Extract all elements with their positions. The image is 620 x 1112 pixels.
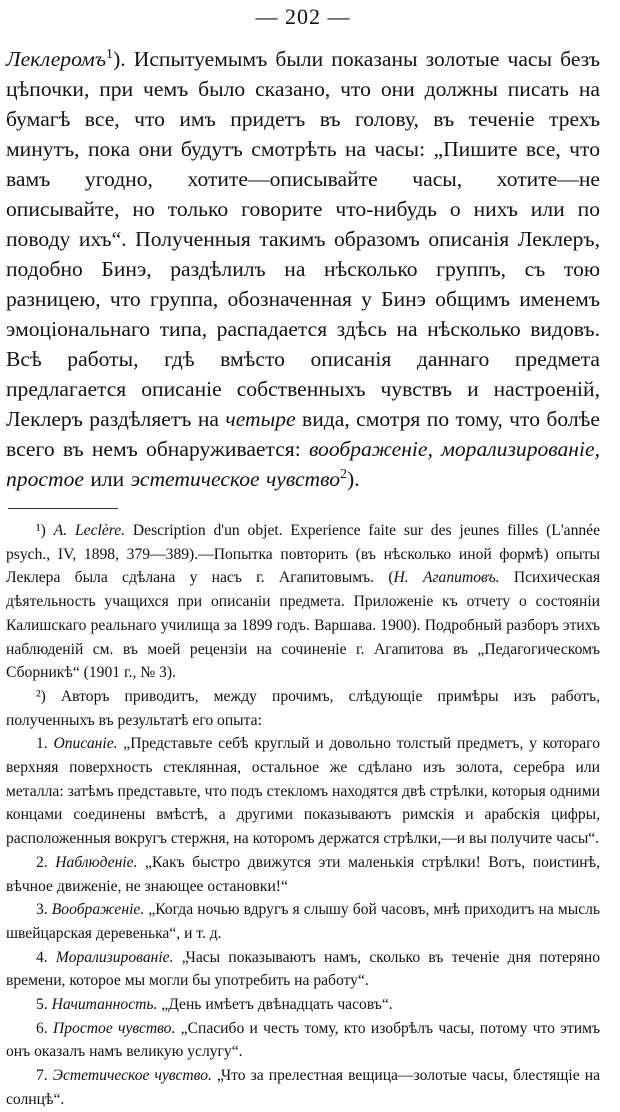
item-label: Описаніе. [53,735,118,753]
item-label: Простое чувство. [52,1019,176,1037]
main-seg5: воображеніе, морализированіе, простое [6,437,601,491]
item-text: „Часы показываютъ намъ, сколько въ теченіе дня потеряно времени, которое мы могли бы употребить на работу“. [6,948,601,990]
item-label: Морализированіе. [55,948,174,966]
footnote-ref-2[interactable]: 2 [340,465,348,482]
item-text: „Какъ быстро движутся эти маленькія стрѣлки! Вотъ, поистинѣ, вѣчное движеніе, не знающее остановки!“ [6,853,600,895]
footnote-1-author2: Н. Агапитовъ. [393,569,500,587]
item-number: 4. [36,948,56,966]
footnote-1-author: A. Leclère. [53,522,126,539]
main-seg4: вида, смотря по тому, что болѣе всего въ немъ обнаруживается: [6,407,600,461]
footnote-separator [8,508,118,509]
item-text: „Когда ночью вдругъ я слышу бой часовъ, мнѣ приходитъ на мысль швейцарская деревенька“, и т. д. [6,901,601,942]
example-item [6,946,600,993]
footnote-1 [6,519,600,685]
example-item [6,732,600,851]
main-seg6: или [83,467,131,491]
main-seg7: эстетическое чувство [130,467,341,491]
item-text: „День имѣетъ двѣнадцать часовъ“. [157,996,393,1014]
main-seg3: четыре [225,407,296,431]
item-number: 5. [36,996,52,1014]
footnote-ref-1[interactable]: 1 [106,45,114,62]
item-number: 2. [36,853,56,871]
example-item [6,1017,600,1064]
item-text: „Что за прелестная вещица—золотые часы, блестящіе на солнцѣ“. [6,1067,600,1108]
footnote-2-marker: ²) [36,687,46,705]
footnote-1-text1: Description d'un objet. Experience faite sur des jeunes filles (L'année psych., IV, 1898, 379—389).—Попытка повторить (въ нѣсколько иной формѣ) опыты Леклера была сдѣлана у насъ г. Агапитовымъ. ( [6,522,601,587]
item-label: Наблюденіе. [55,853,138,871]
item-label: Воображеніе. [51,901,145,919]
footnote-2-intro: Авторъ приводитъ, между прочимъ, слѣдующіе примѣры изъ работъ, полученныхъ въ результатѣ его опыта: [6,687,600,729]
example-item [6,993,600,1017]
item-label: Начитанность. [51,996,158,1014]
item-text: „Спасибо и честь тому, кто изобрѣлъ часы, потому что этимъ онъ оказалъ намъ великую услугу“. [6,1019,601,1061]
item-number: 6. [36,1019,53,1037]
item-number: 7. [36,1067,53,1085]
item-number: 1. [36,735,54,753]
example-item [6,898,600,945]
example-item [6,1064,600,1111]
main-seg9: ). [347,467,360,491]
footnote-1-marker: ¹) [36,522,46,539]
footnote-1-text2: Психическая дѣятельность учащихся при описаніи предмета. Приложеніе къ отчету о состояніи Калишскаго реальнаго училища за 1899 годъ. Варшава. 1900). Подробный разборъ этихъ наблюденій см. въ моей рецензіи на сочиненіе г. Агапитова въ „Педагогическомъ Сборникѣ“ (1901 г., № 3). [6,569,601,682]
footnote-2 [6,685,600,732]
example-item [6,851,600,898]
item-number: 3. [36,901,52,919]
main-seg2: ). Испытуемымъ были показаны золотые часы безъ цѣпочки, при чемъ было сказано, что они должны писать на бумагѣ все, что имъ придетъ въ голову, въ теченіе трехъ минутъ, пока они будутъ смотрѣть на часы: „Пишите все, что вамъ угодно, хотите—описывайте часы, хотите—не описывайте, но только говорите что-нибудь о нихъ или по поводу ихъ“. Полученныя такимъ образомъ описанія Леклеръ, подобно Бинэ, раздѣлилъ на нѣсколько группъ, съ тою разницею, что группа, обозначенная у Бинэ общимъ именемъ эмоціональнаго типа, распадается здѣсь на нѣсколько видовъ. Всѣ работы, гдѣ вмѣсто описанія даннаго предмета предлагается описаніе собственныхъ чувствъ и настроеній, Леклеръ раздѣляетъ на [6,47,600,431]
item-label: Эстетическое чувство. [52,1067,212,1085]
footnotes [6,519,600,1112]
main-paragraph [6,44,600,494]
main-seg1: Леклеромъ [6,47,107,71]
item-text: „Представьте себѣ круглый и довольно толстый предметъ, у котораго верхняя поверхность стеклянная, остальное же сдѣлано изъ золота, серебра или металла: затѣмъ представьте, что подъ стекломъ находятся двѣ стрѣлки, которыя одними концами соединены вмѣстѣ, а другими показываютъ римскія и арабскія цифры, расположенныя вокругъ стержня, на которомъ держатся стрѣлки,—и вы получите часы“. [6,735,600,848]
page-number: — 202 — [255,4,351,29]
